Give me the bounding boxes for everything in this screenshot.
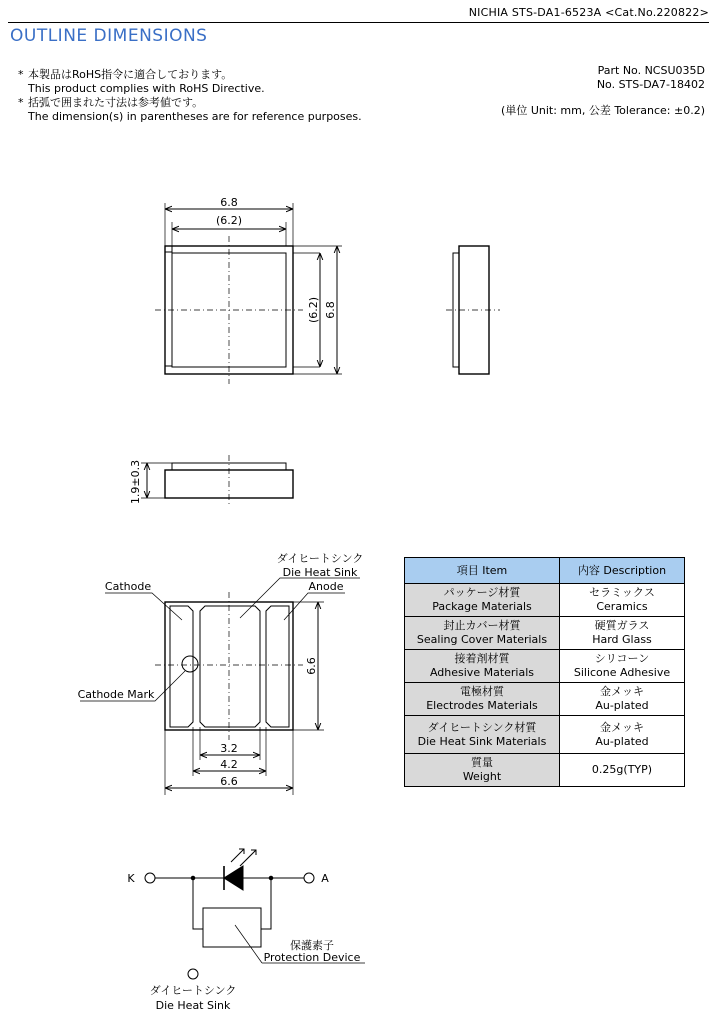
label-heat-sink-en: Die Heat Sink [282,566,358,579]
top-view [155,203,342,384]
side-view-right [446,246,500,374]
light-arrow-1 [231,849,244,862]
desc-en: Au-plated [595,734,649,748]
protection-device-box [203,908,261,947]
item-en: Weight [462,770,502,783]
note-bullet: * [18,68,24,81]
description-cell [560,683,685,716]
desc-jp: 金メッキ [600,685,644,698]
item-jp: 封止カバー材質 [443,619,521,632]
item-jp: パッケージ材質 [443,586,521,599]
dim-bottom-height: 6.6 [305,657,318,675]
description-cell [560,716,685,754]
dim-pad-outer: 4.2 [220,758,238,771]
item-cell [405,584,560,617]
item-jp: 電極材質 [460,685,504,698]
item-en: Electrodes Materials [426,699,538,712]
label-protection-en: Protection Device [263,951,361,964]
desc-jp: 金メッキ [600,720,644,734]
item-jp: 接着剤材質 [454,652,510,665]
front-view [141,455,293,505]
table-row [405,584,685,617]
page-title: OUTLINE DIMENSIONS [10,26,208,46]
label-protection-jp: 保護素子 [290,939,334,952]
protection-branch-wires [193,878,271,929]
table-row [405,716,685,754]
item-en: Adhesive Materials [429,666,535,679]
desc-en: Au-plated [595,699,649,712]
terminal-a [304,873,314,883]
desc-en: Ceramics [596,600,648,613]
item-en: Die Heat Sink Materials [417,734,547,748]
desc-jp: シリコーン [594,652,650,665]
dim-pad-gap: 3.2 [220,742,238,755]
item-en: Package Materials [432,600,532,613]
table-header-row [405,558,685,584]
part-number: Part No. NCSU035D [597,64,705,77]
table-row [405,754,685,787]
cathode-mark-circle [182,656,198,672]
top-view-corner-marks [165,246,172,366]
label-cathode: Cathode [104,580,152,593]
header-description: 内容 Description [560,558,685,584]
header-item: 項目 Item [405,558,560,584]
description-cell [560,617,685,650]
terminal-k [145,873,155,883]
document-reference: NICHIA STS-DA1-6523A <Cat.No.220822> [468,6,709,19]
die-heat-sink-pad [200,606,260,727]
item-jp: ダイヒートシンク材質 [427,720,537,734]
anode-pad [266,606,289,727]
note-2-jp: 括弧で囲まれた寸法は参考値です。 [28,96,204,109]
description-cell: 0.25g(TYP) [560,754,685,787]
table-row [405,683,685,716]
note-1-jp: 本製品はRoHS指令に適合しております。 [28,68,233,81]
note-2-en: The dimension(s) in parentheses are for reference purposes. [28,110,362,123]
item-cell [405,683,560,716]
desc-en: Hard Glass [592,633,652,646]
dim-top-width-ref: (6.2) [215,214,243,227]
label-cathode-mark: Cathode Mark [77,688,155,701]
dim-top-height-ref: (6.2) [307,296,320,324]
note-1-en: This product complies with RoHS Directive. [28,82,265,95]
label-anode: Anode [308,580,344,593]
unit-tolerance: (単位 Unit: mm, 公差 Tolerance: ±0.2) [501,104,705,117]
item-cell [405,617,560,650]
light-arrow-2 [240,850,256,866]
cathode-pad [170,606,193,727]
dim-thickness: 1.9±0.3 [129,459,142,505]
heat-sink-terminal [188,969,198,979]
label-heat-sink-circuit-jp: ダイヒートシンク [149,984,237,997]
spec-doc-number: No. STS-DA7-18402 [596,78,705,91]
item-cell [405,716,560,754]
item-cell [405,650,560,683]
dim-total: 6.6 [220,775,238,788]
protection-leader-diag [235,925,262,963]
desc-jp: セラミックス [589,586,655,599]
materials-table [404,557,685,787]
item-en: Sealing Cover Materials [416,633,548,646]
description-cell [560,584,685,617]
label-heat-sink-circuit-en: Die Heat Sink [155,999,231,1012]
item-jp: 質量 [471,756,493,769]
label-a: A [321,872,329,885]
description-cell [560,650,685,683]
dim-top-height: 6.8 [324,301,337,319]
desc-en: Silicone Adhesive [573,666,671,679]
table-row [405,650,685,683]
desc-jp: 硬質ガラス [594,619,650,632]
note-bullet: * [18,96,24,109]
dim-top-width: 6.8 [220,196,238,209]
led-diode-icon [224,866,243,890]
table-row [405,617,685,650]
label-k: K [127,872,135,885]
front-view-extension-lines [141,463,172,498]
label-heat-sink-jp: ダイヒートシンク [276,552,364,565]
item-cell [405,754,560,787]
